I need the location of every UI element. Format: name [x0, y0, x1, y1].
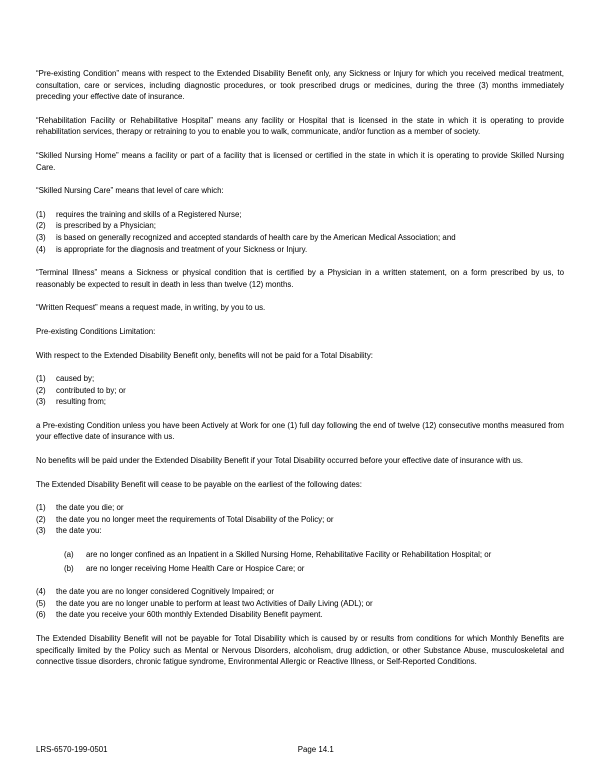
paragraph-total-disability-intro: With respect to the Extended Disability Benefit only, benefits will not be paid for a Total Disability: [36, 350, 373, 360]
list-marker: (2) [36, 385, 46, 395]
skilled-nursing-care-list [36, 209, 564, 255]
list-text: the date you receive your 60th monthly Extended Disability Benefit payment. [56, 610, 323, 620]
list-item [64, 563, 564, 575]
paragraph-rehabilitation-facility: “Rehabilitation Facility or Rehabilitative Hospital” means any facility or Hospital that is licensed in the state in which it is operating to provide rehabilitation services, therapy or retraining to you to enable you to walk, communicate, and/or function as a member of society. [36, 115, 564, 137]
list-item [36, 220, 564, 232]
cease-list-part2 [36, 586, 564, 621]
list-marker: (6) [36, 610, 46, 620]
paragraph-written-request: “Written Request” means a request made, in writing, by you to us. [36, 303, 266, 313]
list-marker: (1) [36, 503, 46, 513]
list-text: the date you die; or [56, 503, 124, 513]
paragraph-no-benefits-before-effective-date: No benefits will be paid under the Extended Disability Benefit if your Total Disability occurred before your effective date of insurance with us. [36, 456, 523, 466]
list-item [36, 209, 564, 221]
list-item [36, 598, 564, 610]
list-text: caused by; [56, 374, 95, 384]
list-text: the date you are no longer unable to perform at least two Activities of Daily Living (ADL); or [56, 598, 373, 608]
list-item [36, 244, 564, 256]
list-item [36, 385, 564, 397]
list-marker: (a) [64, 550, 74, 560]
list-item [36, 586, 564, 598]
list-marker: (1) [36, 374, 46, 384]
paragraph-pre-existing-condition: “Pre-existing Condition” means with respect to the Extended Disability Benefit only, any Sickness or Injury for which you received medical treatment, consultation, care or services, including diagnostic procedures, or took prescribed drugs or medicines, during the three (3) months immediately preceding your effective date of insurance. [36, 69, 564, 102]
list-item [36, 396, 564, 408]
list-text: the date you are no longer considered Cognitively Impaired; or [56, 587, 274, 597]
list-text: the date you no longer meet the requirements of Total Disability of the Policy; or [56, 514, 334, 524]
form-identifier: LRS-6570-199-0501 [36, 745, 108, 754]
paragraph-actively-at-work: a Pre-existing Condition unless you have been Actively at Work for one (1) full day following the end of twelve (12) consecutive months measured from your effective date of insurance with us. [36, 420, 564, 442]
list-marker: (4) [36, 587, 46, 597]
list-marker: (4) [36, 244, 46, 254]
list-text: contributed to by; or [56, 385, 126, 395]
paragraph-terminal-illness: “Terminal Illness” means a Sickness or physical condition that is certified by a Physician in a written statement, on a form prescribed by us, to reasonably be expected to result in death in less than twelve (12) months. [36, 268, 564, 289]
list-marker: (1) [36, 209, 46, 219]
page-number: Page 14.1 [297, 745, 334, 754]
list-marker: (3) [36, 232, 46, 242]
list-marker: (5) [36, 598, 46, 608]
list-item [64, 549, 564, 561]
list-item [36, 373, 564, 385]
list-text: is appropriate for the diagnosis and treatment of your Sickness or Injury. [56, 244, 308, 254]
paragraph-cease-to-be-payable-intro: The Extended Disability Benefit will cease to be payable on the earliest of the following dates: [36, 479, 362, 489]
list-text: are no longer receiving Home Health Care or Hospice Care; or [86, 563, 305, 573]
cease-sublist [36, 549, 564, 574]
list-marker: (2) [36, 221, 46, 231]
list-text: is based on generally recognized and accepted standards of health care by the American Medical Association; and [56, 232, 456, 242]
cease-list-part1 [36, 502, 564, 537]
paragraph-skilled-nursing-home: “Skilled Nursing Home” means a facility or part of a facility that is licensed or certified in the state in which it is operating to provide Skilled Nursing Care. [36, 150, 564, 172]
heading-pre-existing-conditions-limitation: Pre-existing Conditions Limitation: [36, 326, 156, 336]
page-footer [36, 745, 564, 754]
list-item [36, 609, 564, 621]
list-marker: (3) [36, 397, 46, 407]
list-item [36, 502, 564, 514]
list-item [36, 514, 564, 526]
paragraph-skilled-nursing-care-intro: “Skilled Nursing Care” means that level of care which: [36, 186, 224, 196]
list-text: the date you: [56, 526, 102, 536]
list-item [36, 525, 564, 537]
list-text: requires the training and skills of a Registered Nurse; [56, 209, 242, 219]
list-marker: (2) [36, 514, 46, 524]
list-marker: (b) [64, 563, 74, 573]
list-item [36, 232, 564, 244]
list-text: is prescribed by a Physician; [56, 221, 156, 231]
list-text: resulting from; [56, 397, 106, 407]
total-disability-list [36, 373, 564, 408]
document-body [36, 68, 564, 668]
list-text: are no longer confined as an Inpatient in a Skilled Nursing Home, Rehabilitative Facility or Rehabilitation Hospital; or [86, 550, 492, 560]
paragraph-not-payable-conditions: The Extended Disability Benefit will not be payable for Total Disability which is caused by or results from conditions for which Monthly Benefits are specifically limited by the Policy such as Mental or Nervous Disorders, alcoholism, drug addiction, or other Substance Abuse, musculoskeletal and connective tissue disorders, chronic fatigue syndrome, Environmental Allergic or Reactive Illness, or Self-Reported Conditions. [36, 634, 564, 667]
list-marker: (3) [36, 526, 46, 536]
